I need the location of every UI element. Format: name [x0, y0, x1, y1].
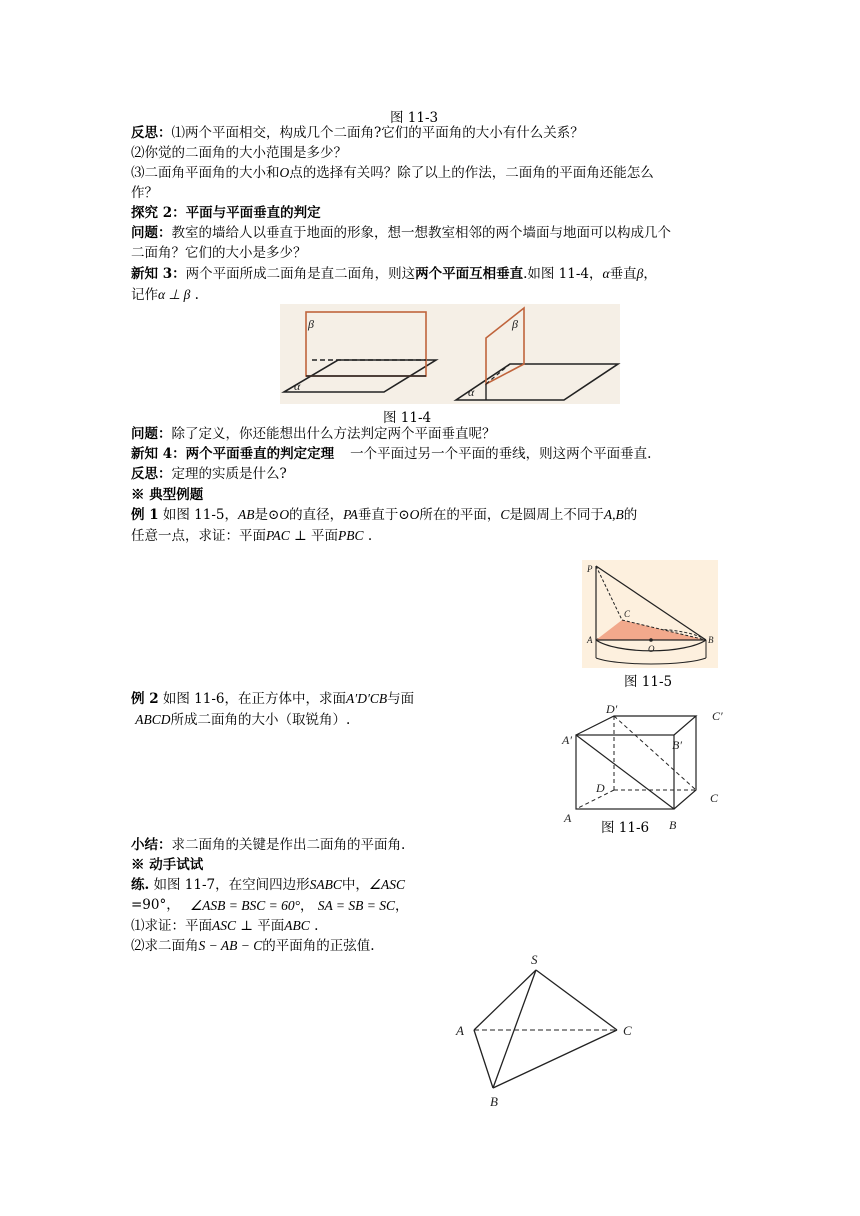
- label-c: C: [710, 791, 719, 805]
- figure-11-5: [582, 560, 718, 668]
- reflection-question-3-cont: 作？: [131, 185, 158, 201]
- label-d-prime: D′: [606, 702, 618, 716]
- practice-line-2: =90°，: [131, 897, 180, 913]
- figure-11-4-caption: 图 11-4: [383, 410, 432, 426]
- reflection-label: 反思：: [131, 125, 172, 141]
- label-b: B: [708, 635, 714, 645]
- label-a: A: [456, 1023, 464, 1038]
- label-d: D: [596, 781, 605, 795]
- label-c: C: [623, 1023, 632, 1038]
- figure-11-7: [450, 952, 640, 1112]
- label-c-prime: C′: [712, 709, 723, 723]
- label-c: C: [624, 609, 631, 619]
- label-a: A: [587, 635, 593, 645]
- question-1-line-2: 二面角？它们的大小是多少？: [131, 245, 307, 261]
- example-2-line-1: 例 2 如图 11-6，在正方体中，求面A′D′CB与面: [131, 691, 415, 707]
- label-p: P: [587, 564, 593, 574]
- figure-11-4-background: [280, 304, 620, 404]
- edge-sa: [474, 970, 536, 1030]
- label-b-prime: B′: [672, 738, 682, 752]
- cube-top-face: [576, 716, 696, 735]
- example-2-line-2: ABCD所成二面角的大小（取锐角）.: [135, 712, 351, 728]
- label-b: B: [669, 818, 677, 832]
- new-knowledge-4: 新知 4：两个平面垂直的判定定理 一个平面过另一个平面的垂线，则这两个平面垂直.: [131, 446, 652, 462]
- figure-11-6: [556, 700, 746, 835]
- practice-header: ※ 动手试试: [131, 857, 204, 873]
- explore-2-heading: 探究 2：平面与平面垂直的判定: [131, 205, 321, 221]
- practice-part-1: ⑴求证：平面ASC ⊥ 平面ABC .: [131, 918, 319, 934]
- reflection-question-1: ⑴两个平面相交，构成几个二面角?它们的平面角的大小有什么关系？: [171, 125, 584, 141]
- new-knowledge-3-line-1: 新知 3：两个平面所成二面角是直二面角，则这两个平面互相垂直.如图 11-4，α垂直β，: [131, 266, 657, 282]
- reflection-question-2: ⑵你觉的二面角的大小范围是多少？: [131, 145, 347, 161]
- examples-header: ※ 典型例题: [131, 487, 204, 503]
- practice-part-2: ⑵求二面角S − AB − C的平面角的正弦值.: [131, 938, 375, 954]
- question-2: 问题：除了定义，你还能想出什么方法判定两个平面垂直呢？: [131, 426, 496, 442]
- alpha-label-right: α: [468, 385, 475, 399]
- beta-label-right: β: [512, 317, 518, 331]
- cube-right-face: [674, 716, 696, 809]
- center-o: [649, 638, 653, 642]
- label-a: A: [564, 811, 572, 825]
- label-a-prime: A′: [562, 733, 572, 747]
- alpha-label-left: α: [294, 379, 301, 393]
- figure-11-6-caption: 图 11-6: [601, 820, 650, 836]
- edge-sc: [536, 970, 617, 1030]
- practice-line-3: ∠ASB = BSC = 60°， SA = SB = SC，: [190, 898, 409, 914]
- reflection-2: 反思：定理的实质是什么?: [131, 466, 287, 482]
- beta-label-left: β: [308, 317, 314, 331]
- hidden-edge-da: [576, 790, 614, 809]
- label-o: O: [648, 644, 655, 654]
- label-b: B: [490, 1094, 498, 1109]
- figure-11-5-caption: 图 11-5: [624, 674, 673, 690]
- edge-ab: [474, 1030, 493, 1088]
- label-s: S: [531, 952, 538, 967]
- figure-11-4: [280, 304, 620, 404]
- example-1-line-2: 任意一点，求证：平面PAC ⊥ 平面PBC .: [131, 528, 373, 544]
- practice-line-1: 练. 如图 11-7，在空间四边形SABC中，∠ASC: [131, 877, 405, 893]
- reflection-question-3: ⑶二面角平面角的大小和O点的选择有关吗？除了以上的作法，二面角的平面角还能怎么: [131, 165, 654, 181]
- diagonal-apb: [576, 735, 674, 809]
- question-1-line-1: 问题：教室的墙给人以垂直于地面的形象，想一想教室相邻的两个墙面与地面可以构成几个: [131, 225, 671, 241]
- reflection-1-line-1: [131, 123, 584, 143]
- example-1-line-1: 例 1 如图 11-5，AB是⊙O的直径，PA垂直于⊙O所在的平面，C是圆周上不同于A,B的: [131, 507, 638, 523]
- new-knowledge-3-line-2: 记作α ⊥ β .: [131, 287, 199, 303]
- figure-11-3-caption: 图 11-3: [390, 110, 439, 126]
- summary: 小结：求二面角的关键是作出二面角的平面角.: [131, 837, 406, 853]
